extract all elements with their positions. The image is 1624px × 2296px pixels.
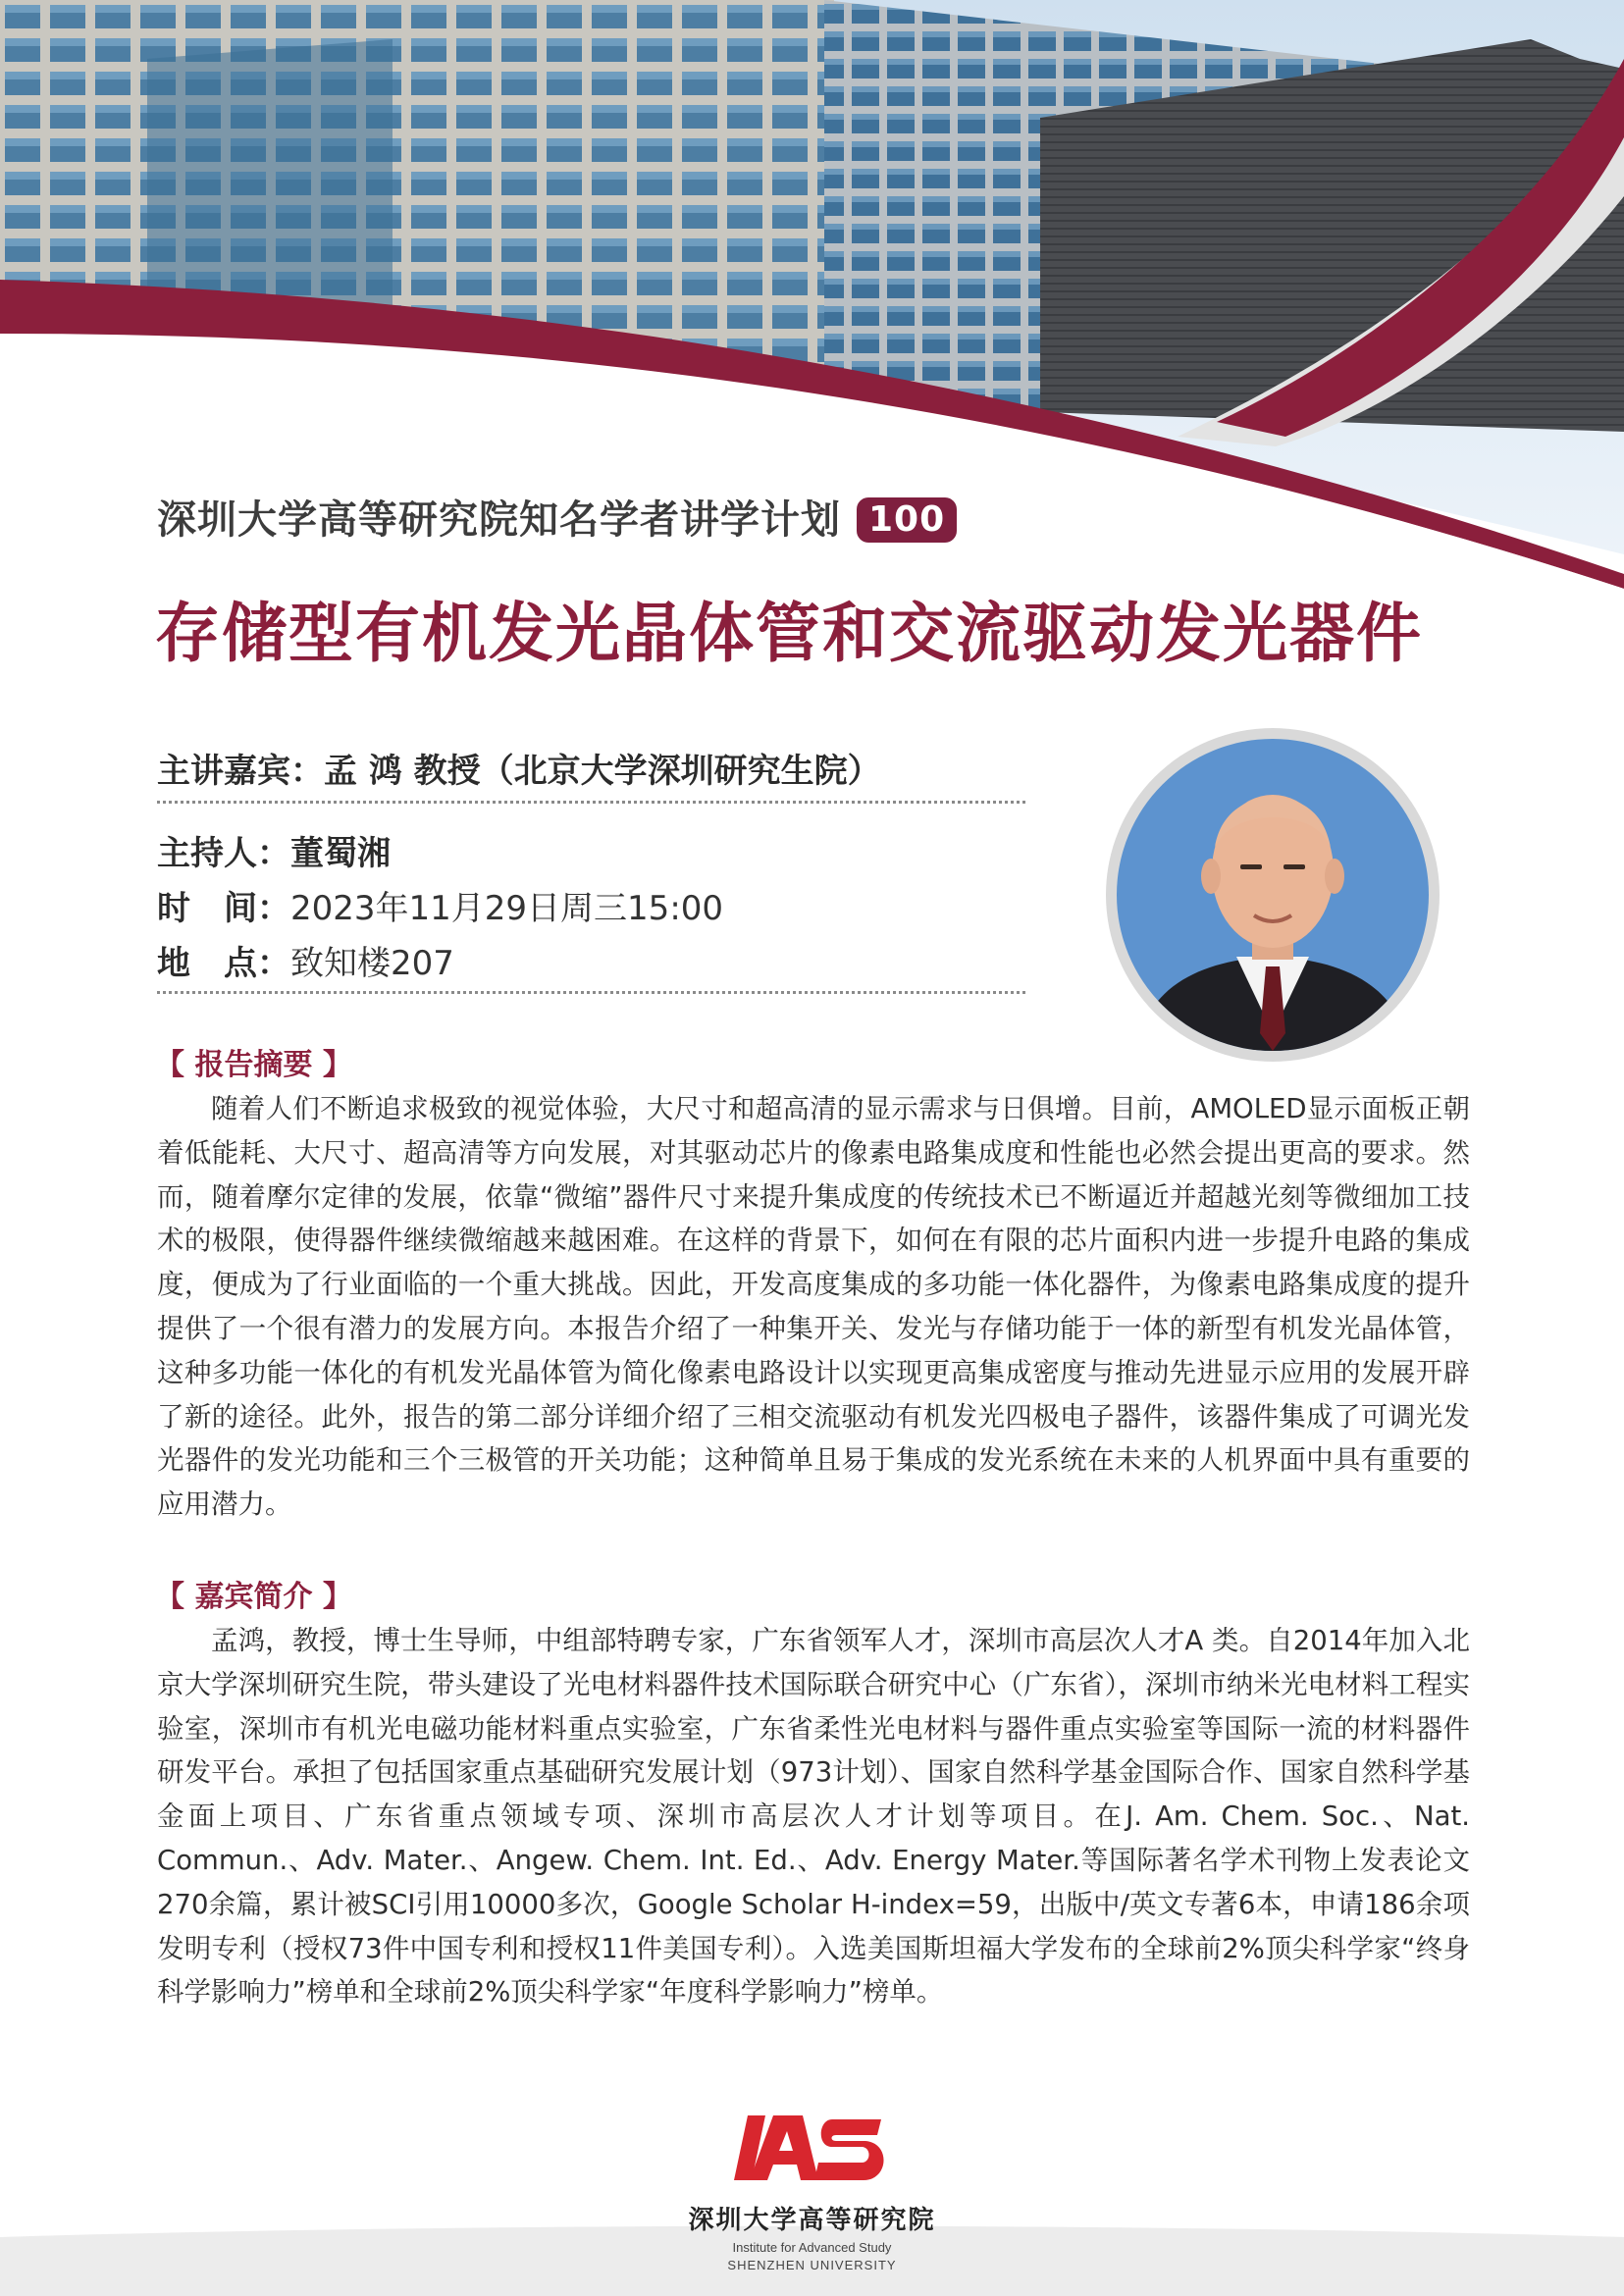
place-line [157, 936, 1025, 984]
time-value: 2023年11月29日周三15:00 [290, 889, 724, 928]
org-name-cn: 深圳大学高等研究院 [688, 2206, 936, 2235]
ias-logo [734, 2112, 891, 2186]
place-label: 地 点： [157, 944, 290, 983]
bio-text: 孟鸿，教授，博士生导师，中组部特聘专家，广东省领军人才，深圳市高层次人才A 类。自2014年加入北京大学深圳研究生院，带头建设了光电材料器件技术国际联合研究中心（广东省），深圳市纳米光电材料工程实验室，深圳市有机光电磁功能材料重点实验室，广东省柔性光电材料与器件重点实验室等国际一流的材料器件研发平台。承担了包括国家重点基础研究发展计划（973计划）、国家自然科学基金国际合作、国家自然科学基金面上项目、广东省重点领域专项、深圳市高层次人才计划等项目。在J. Am. Chem. Soc.、Nat. Commun.、Adv. Mater.、Angew. Chem. Int. Ed.、Adv. Energy Mater.等国际著名学术刊物上发表论文270余篇，累计被SCI引用10000多次，Google Scholar H-index=59，出版中/英文专著6本，申请186余项发明专利（授权73件中国专利和授权11件美国专利）。入选美国斯坦福大学发布的全球前2%顶尖科学家“终身科学影响力”榜单和全球前2%顶尖科学家“年度科学影响力”榜单。 [157, 1625, 1470, 2009]
speaker-label: 主讲嘉宾： [157, 752, 324, 791]
lecture-series-title [157, 489, 957, 545]
speaker-photo [1117, 739, 1429, 1051]
host-value: 董蜀湘 [290, 834, 391, 873]
host-label: 主持人： [157, 834, 290, 873]
abstract-text: 随着人们不断追求极致的视觉体验，大尺寸和超高清的显示需求与日俱增。目前，AMOLED显示面板正朝着低能耗、大尺寸、超高清等方向发展，对其驱动芯片的像素电路集成度和性能也必然会提出更高的要求。然而，随着摩尔定律的发展，依靠“微缩”器件尺寸来提升集成度的传统技术已不断逼近并超越光刻等微细加工技术的极限，使得器件继续微缩越来越困难。在这样的背景下，如何在有限的芯片面积内进一步提升电路的集成度，便成为了行业面临的一个重大挑战。因此，开发高度集成的多功能一体化器件，为像素电路集成度的提升提供了一个很有潜力的发展方向。本报告介绍了一种集开关、发光与存储功能于一体的新型有机发光晶体管，这种多功能一体化的有机发光晶体管为简化像素电路设计以实现更高集成密度与推动先进显示应用的发展开辟了新的途径。此外，报告的第二部分详细介绍了三相交流驱动有机发光四极电子器件，该器件集成了可调光发光器件的发光功能和三个三极管的开关功能；这种简单且易于集成的发光系统在未来的人机界面中具有重要的应用潜力。 [157, 1093, 1470, 1521]
org-name-en: Institute for Advanced Study [732, 2240, 892, 2255]
bio-heading: 【 嘉宾简介 】 [155, 1580, 352, 1614]
lecture-title: 存储型有机发光晶体管和交流驱动发光器件 [155, 596, 1423, 671]
speaker-value: 孟 鸿 教授（北京大学深圳研究生院） [324, 752, 881, 791]
host-line [157, 826, 1025, 874]
speaker-line [157, 744, 1025, 792]
series-number-badge: 100 [857, 497, 957, 543]
series-name: 深圳大学高等研究院知名学者讲学计划 [157, 497, 841, 543]
org-university-en: SHENZHEN UNIVERSITY [727, 2258, 897, 2272]
place-value: 致知楼207 [290, 944, 454, 983]
abstract-heading: 【 报告摘要 】 [155, 1048, 352, 1082]
divider-dotted [157, 991, 1025, 994]
time-label: 时 间： [157, 889, 290, 928]
time-line [157, 881, 1025, 929]
divider-dotted [157, 801, 1025, 804]
